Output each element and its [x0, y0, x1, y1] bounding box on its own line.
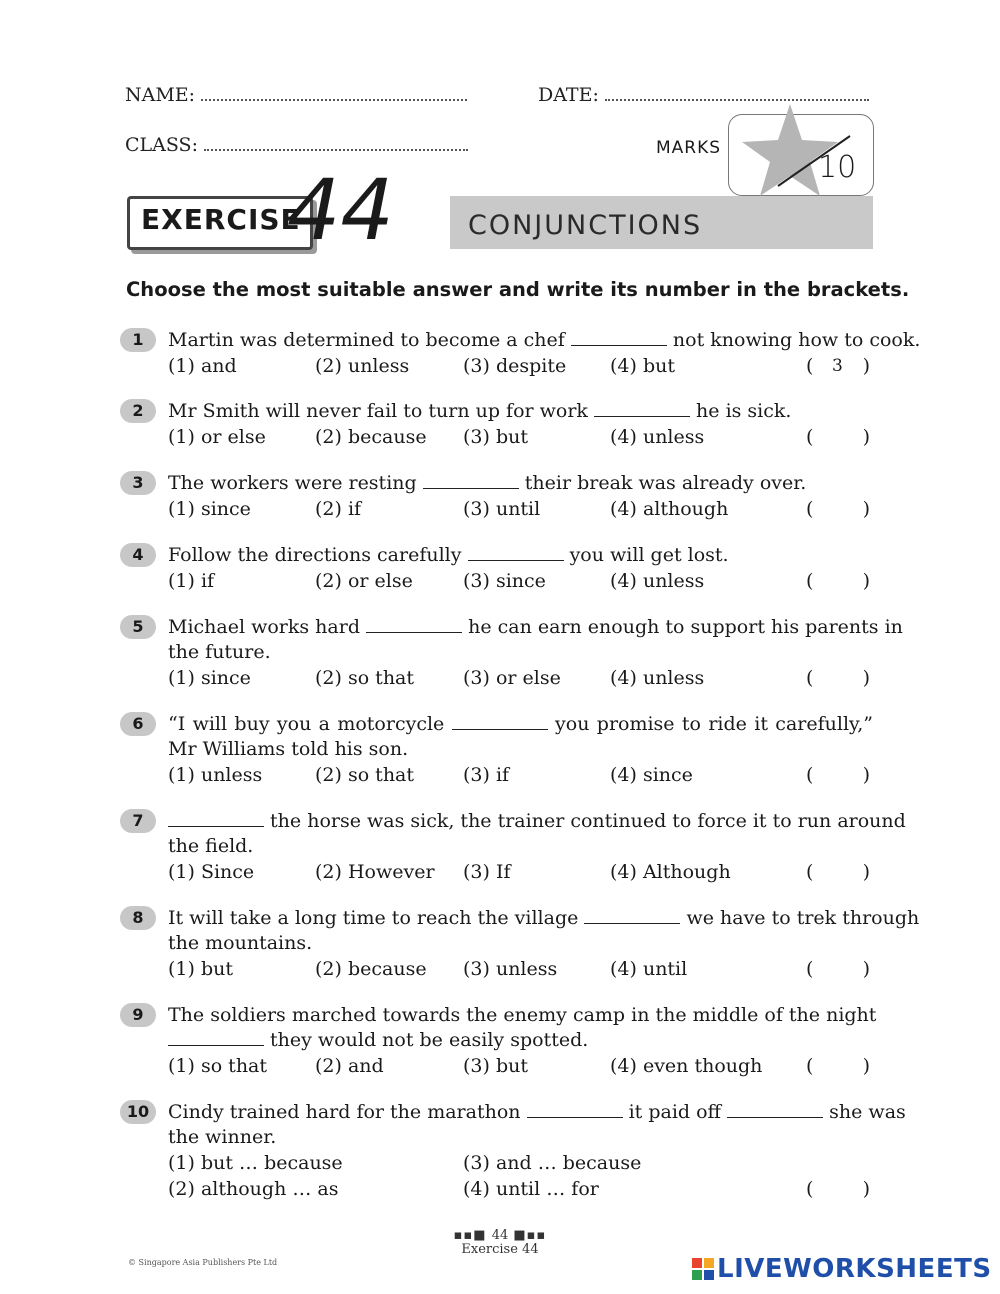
option-4: (4) Although [610, 861, 731, 883]
option-3: (3) if [463, 764, 510, 786]
question-text [168, 711, 873, 737]
answer-blank[interactable] [423, 470, 519, 489]
question-text-line2: Mr Williams told his son. [168, 738, 409, 760]
bracket-close: ) [862, 958, 870, 980]
text-after: they would not be easily spotted. [270, 1029, 589, 1051]
option-2: (2) if [315, 498, 362, 520]
question-number: 7 [120, 809, 156, 833]
text-before: It will take a long time to reach the village [168, 907, 579, 929]
footer-exercise-label: Exercise 44 [461, 1242, 539, 1257]
date-label: DATE: [538, 84, 599, 106]
name-label: NAME: [125, 84, 196, 106]
bracket-close: ) [862, 764, 870, 786]
answer-blank-1[interactable] [527, 1099, 623, 1118]
page-number [0, 1228, 1000, 1243]
bracket-close: ) [862, 355, 870, 377]
liveworksheets-logo[interactable] [692, 1254, 992, 1284]
question-text-line2: the field. [168, 835, 254, 857]
question-number: 1 [120, 328, 156, 352]
option-2: (2) because [315, 958, 427, 980]
bracket-close: ) [862, 861, 870, 883]
text-after: we have to trek through [686, 907, 920, 929]
text-before: Michael works hard [168, 616, 360, 638]
answer-blank[interactable] [168, 1027, 264, 1046]
option-2: (2) so that [315, 764, 415, 786]
answer-value[interactable]: 3 [832, 356, 843, 376]
option-4: (4) although [610, 498, 729, 520]
option-4: (4) until … for [463, 1178, 599, 1200]
name-line[interactable] [201, 85, 467, 101]
date-line[interactable] [605, 85, 869, 101]
instruction: Choose the most suitable answer and write its number in the brackets. [126, 278, 910, 301]
question-number: 3 [120, 471, 156, 495]
question-number: 6 [120, 712, 156, 736]
option-3: (3) since [463, 570, 546, 592]
option-1: (1) Since [168, 861, 255, 883]
text-before: Follow the directions carefully [168, 544, 462, 566]
page-deco-right: ■▪▪ [508, 1228, 547, 1243]
question-text-line2 [168, 1027, 588, 1053]
marks-label: MARKS [656, 138, 722, 158]
option-3: (3) and … because [463, 1152, 642, 1174]
answer-blank[interactable] [168, 808, 264, 827]
question-number: 5 [120, 615, 156, 639]
question-text: The soldiers marched towards the enemy camp in the middle of the night [168, 1004, 877, 1026]
option-4: (4) unless [610, 570, 705, 592]
text-before: Mr Smith will never fail to turn up for work [168, 400, 588, 422]
question-text-line2: the future. [168, 641, 271, 663]
question-text [168, 470, 806, 496]
text-mid: it paid off [628, 1101, 722, 1123]
bracket-close: ) [862, 570, 870, 592]
question-text [168, 1099, 906, 1125]
text-after: you will get lost. [569, 544, 729, 566]
option-1: (1) so that [168, 1055, 268, 1077]
option-3: (3) despite [463, 355, 567, 377]
option-4: (4) but [610, 355, 675, 377]
question-number: 10 [120, 1100, 156, 1124]
class-line[interactable] [204, 135, 468, 151]
question-number: 4 [120, 543, 156, 567]
option-2: (2) so that [315, 667, 415, 689]
option-1: (1) but … because [168, 1152, 343, 1174]
bracket-open: ( [806, 426, 814, 448]
option-3: (3) but [463, 426, 528, 448]
text-before: “I will buy you a motorcycle [168, 713, 445, 735]
exercise-word: EXERCISE [141, 203, 301, 236]
option-1: (1) since [168, 667, 251, 689]
answer-blank[interactable] [468, 542, 564, 561]
page-deco-left: ▪▪■ [453, 1228, 492, 1243]
bracket-close: ) [862, 1055, 870, 1077]
bracket-open: ( [806, 667, 814, 689]
answer-blank[interactable] [584, 905, 680, 924]
option-3: (3) or else [463, 667, 561, 689]
bracket-open: ( [806, 861, 814, 883]
option-3: (3) but [463, 1055, 528, 1077]
text-after: she was [829, 1101, 906, 1123]
bracket-open: ( [806, 1055, 814, 1077]
option-1: (1) since [168, 498, 251, 520]
option-4: (4) since [610, 764, 693, 786]
question-number: 9 [120, 1003, 156, 1027]
option-1: (1) if [168, 570, 215, 592]
bracket-open: ( [806, 958, 814, 980]
bracket-open: ( [806, 498, 814, 520]
answer-blank-2[interactable] [727, 1099, 823, 1118]
question-text-line2: the winner. [168, 1126, 277, 1148]
option-4: (4) until [610, 958, 688, 980]
option-2: (2) or else [315, 570, 413, 592]
option-3: (3) If [463, 861, 511, 883]
copyright: © Singapore Asia Publishers Pte Ltd [128, 1258, 278, 1267]
text-after: you promise to ride it carefully,” [555, 713, 873, 735]
question-text [168, 327, 920, 353]
topic-title: CONJUNCTIONS [468, 210, 703, 241]
text-after: he is sick. [696, 400, 792, 422]
text-before: Martin was determined to become a chef [168, 329, 565, 351]
option-4: (4) unless [610, 426, 705, 448]
question-number: 2 [120, 399, 156, 423]
answer-blank[interactable] [452, 711, 548, 730]
bracket-open: ( [806, 764, 814, 786]
answer-blank[interactable] [571, 327, 667, 346]
text-before: The workers were resting [168, 472, 417, 494]
name-field [125, 84, 467, 106]
exercise-number: 44 [287, 161, 394, 259]
option-1: (1) unless [168, 764, 263, 786]
answer-blank[interactable] [594, 398, 690, 417]
option-3: (3) until [463, 498, 541, 520]
question-text [168, 808, 906, 834]
option-4: (4) unless [610, 667, 705, 689]
option-1: (1) and [168, 355, 237, 377]
option-1: (1) or else [168, 426, 266, 448]
page-number-text: 44 [491, 1228, 509, 1243]
answer-blank[interactable] [366, 614, 462, 633]
text-after: he can earn enough to support his parents in [468, 616, 903, 638]
bracket-close: ) [862, 667, 870, 689]
class-label: CLASS: [125, 134, 198, 156]
option-2: (2) unless [315, 355, 410, 377]
option-4: (4) even though [610, 1055, 763, 1077]
option-2: (2) although … as [168, 1178, 339, 1200]
class-field [125, 134, 468, 156]
bracket-close: ) [862, 1178, 870, 1200]
bracket-close: ) [862, 498, 870, 520]
question-text-line2: the mountains. [168, 932, 313, 954]
bracket-close: ) [862, 426, 870, 448]
question-text [168, 398, 791, 424]
option-2: (2) and [315, 1055, 384, 1077]
question-text [168, 614, 903, 640]
text-after: the horse was sick, the trainer continued to force it to run around [270, 810, 906, 832]
text-before: Cindy trained hard for the marathon [168, 1101, 521, 1123]
brand-text: LIVEWORKSHEETS [717, 1254, 992, 1284]
option-1: (1) but [168, 958, 233, 980]
bracket-open: ( [806, 355, 814, 377]
liveworksheets-icon [692, 1258, 714, 1280]
marks-total: 10 [818, 150, 857, 185]
bracket-open: ( [806, 1178, 814, 1200]
text-after: their break was already over. [524, 472, 807, 494]
text-after: not knowing how to cook. [672, 329, 921, 351]
question-number: 8 [120, 906, 156, 930]
option-2: (2) because [315, 426, 427, 448]
question-text [168, 905, 920, 931]
bracket-open: ( [806, 570, 814, 592]
option-3: (3) unless [463, 958, 558, 980]
option-2: (2) However [315, 861, 435, 883]
question-text [168, 542, 729, 568]
